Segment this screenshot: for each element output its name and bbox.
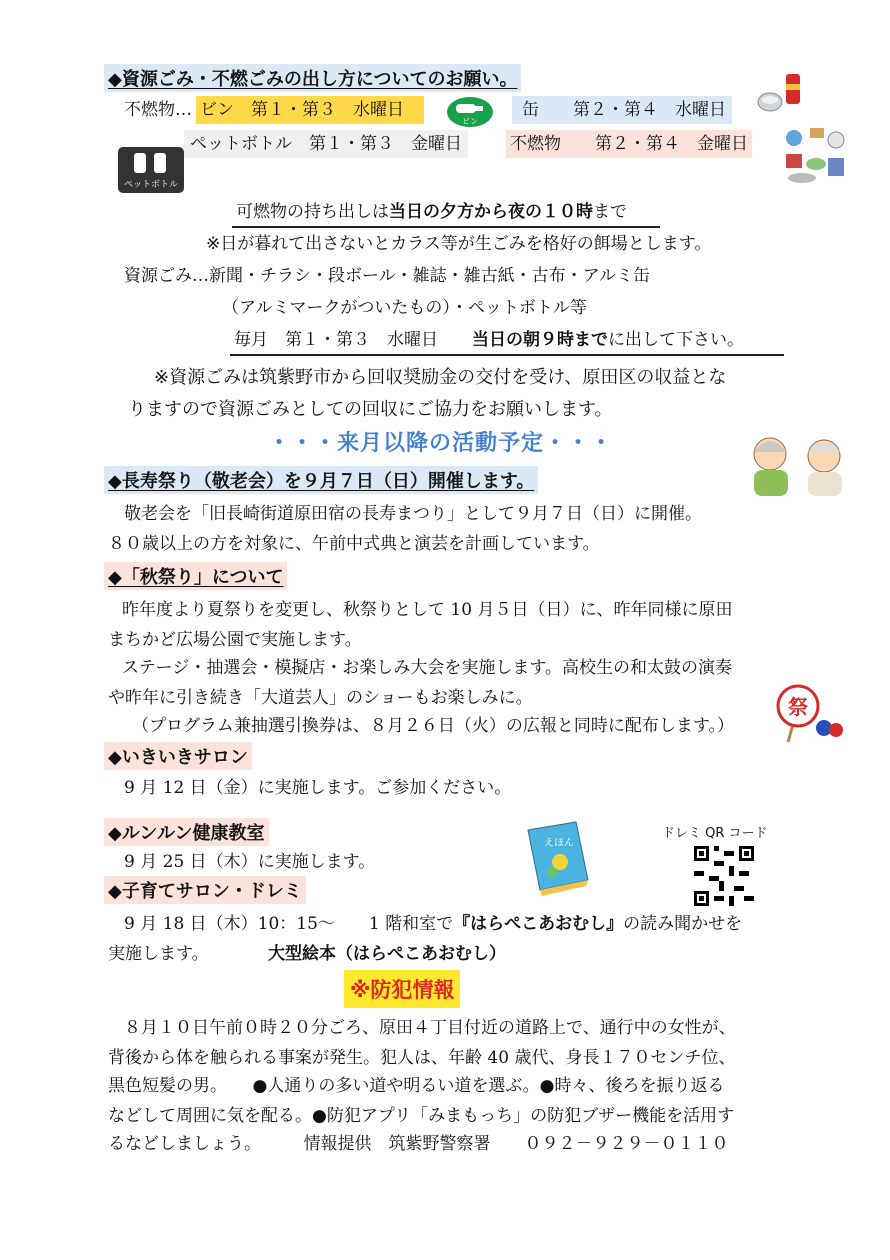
festival-fan-label: 祭	[788, 695, 808, 719]
pet-bottle-icon	[118, 147, 184, 193]
can-schedule: 缶 第２・第４ 水曜日	[512, 96, 732, 124]
elderly-couple-icon	[742, 430, 854, 498]
autumn-line-4: や昨年に引き続き「大道芸人」のショーもお楽しみに。	[108, 688, 533, 708]
reward-line-1: ※資源ごみは筑紫野市から回収奨励金の交付を受け、原田区の収益とな	[154, 367, 727, 388]
qr-code[interactable]	[694, 846, 754, 906]
noncombustible-schedule: 不燃物 第２・第４ 金曜日	[506, 130, 752, 158]
salon-title: ◆いきいきサロン	[104, 742, 252, 770]
resource-line-1: 資源ごみ…新聞・チラシ・段ボール・雑誌・雑古紙・古布・アルミ缶	[124, 266, 650, 286]
crow-note: ※日が暮れて出さないとカラス等が生ごみを格好の餌場とします。	[206, 234, 712, 254]
recycle-title: ◆資源ごみ・不燃ごみの出し方についてのお願い。	[104, 64, 521, 92]
monthly-prefix: 毎月 第１・第３ 水曜日	[234, 330, 472, 350]
burnable-suffix: まで	[593, 202, 627, 222]
autumn-line-5: （プログラム兼抽選引換券は、８月２６日（火）の広報と同時に配布します。）	[132, 716, 734, 736]
kosodate-line-2: 実施します。	[108, 944, 209, 964]
noncombustible-prefix: 不燃物…	[124, 100, 192, 120]
monthly-time: 当日の朝９時まで	[472, 330, 608, 350]
autumn-line-3: ステージ・抽選会・模擬店・お楽しみ大会を実施します。高校生の和太鼓の演奏	[122, 658, 732, 678]
autumn-title: ◆「秋祭り」について	[104, 562, 287, 590]
kosodate-book-title: 『はらぺこあおむし』	[453, 914, 624, 934]
pet-bottle-icon-label: ペットボトル	[123, 180, 179, 190]
salon-line-1: 9 月 12 日（金）に実施します。ご参加ください。	[124, 778, 512, 798]
household-items-icon	[780, 124, 850, 186]
crime-line-3: 黒色短髪の男。 ●人通りの多い道や明るい道を選ぶ。●時々、後ろを振り返る	[108, 1076, 725, 1096]
bottle-schedule: ビン 第１・第３ 水曜日	[196, 96, 424, 124]
longevity-line-1: 敬老会を「旧長崎街道原田宿の長寿まつり」として９月７日（日）に開催。	[124, 504, 702, 524]
health-line-1: 9 月 25 日（木）に実施します。	[124, 852, 376, 872]
longevity-title: ◆長寿祭り（敬老会）を９月７日（日）開催します。	[104, 466, 538, 494]
kosodate-line-1	[124, 910, 742, 938]
qr-label: ドレミ QR コード	[662, 826, 768, 841]
crime-line-4: などして周囲に気を配る。●防犯アプリ「みまもっち」の防犯ブザー機能を活用す	[108, 1106, 735, 1126]
monthly-line	[234, 326, 744, 354]
monthly-suffix: に出して下さい。	[608, 330, 744, 350]
kosodate-time: 9 月 18 日（木）10：15～ 1 階和室で	[124, 914, 454, 934]
crime-line-2: 背後から体を触られる事案が発生。犯人は、年齢 40 歳代、身長１７０センチ位、	[108, 1048, 736, 1068]
autumn-line-2: まちかど広場公園で実施します。	[108, 630, 362, 650]
crime-line-1: ８月１０日午前０時２０分ごろ、原田４丁目付近の道路上で、通行中の女性が、	[124, 1018, 736, 1038]
burnable-line	[236, 198, 627, 226]
picture-book-label: えほん	[544, 838, 574, 849]
schedule-title: ・・・来月以降の活動予定・・・	[268, 431, 614, 456]
longevity-line-2: ８０歳以上の方を対象に、午前中式典と演芸を計画しています。	[108, 534, 600, 554]
can-icon	[756, 70, 806, 116]
crime-line-5: るなどしましょう。 情報提供 筑紫野警察署 ０９２－９２９－０１１０	[108, 1134, 729, 1154]
burnable-prefix: 可燃物の持ち出しは	[236, 202, 389, 222]
kosodate-line-1-suffix: の読み聞かせを	[623, 914, 743, 934]
picture-book-icon	[522, 820, 592, 898]
big-book-note: 大型絵本（はらぺこあおむし）	[268, 944, 506, 964]
bottle-icon-label: ビン	[462, 117, 478, 126]
festival-fan-icon	[774, 684, 844, 744]
health-title: ◆ルンルン健康教室	[104, 818, 269, 846]
autumn-line-1: 昨年度より夏祭りを変更し、秋祭りとして 10 月５日（日）に、昨年同様に原田	[122, 600, 733, 620]
resource-line-2: （アルミマークがついたもの）・ペットボトル等	[222, 298, 587, 318]
bottle-icon	[446, 96, 494, 128]
pet-schedule: ペットボトル 第１・第３ 金曜日	[184, 130, 468, 158]
kosodate-title: ◆子育てサロン・ドレミ	[104, 876, 306, 904]
crime-title: ※防犯情報	[344, 970, 460, 1008]
burnable-time: 当日の夕方から夜の１０時	[389, 202, 593, 222]
reward-line-2: りますので資源ごみとしての回収にご協力をお願いします。	[128, 399, 613, 420]
